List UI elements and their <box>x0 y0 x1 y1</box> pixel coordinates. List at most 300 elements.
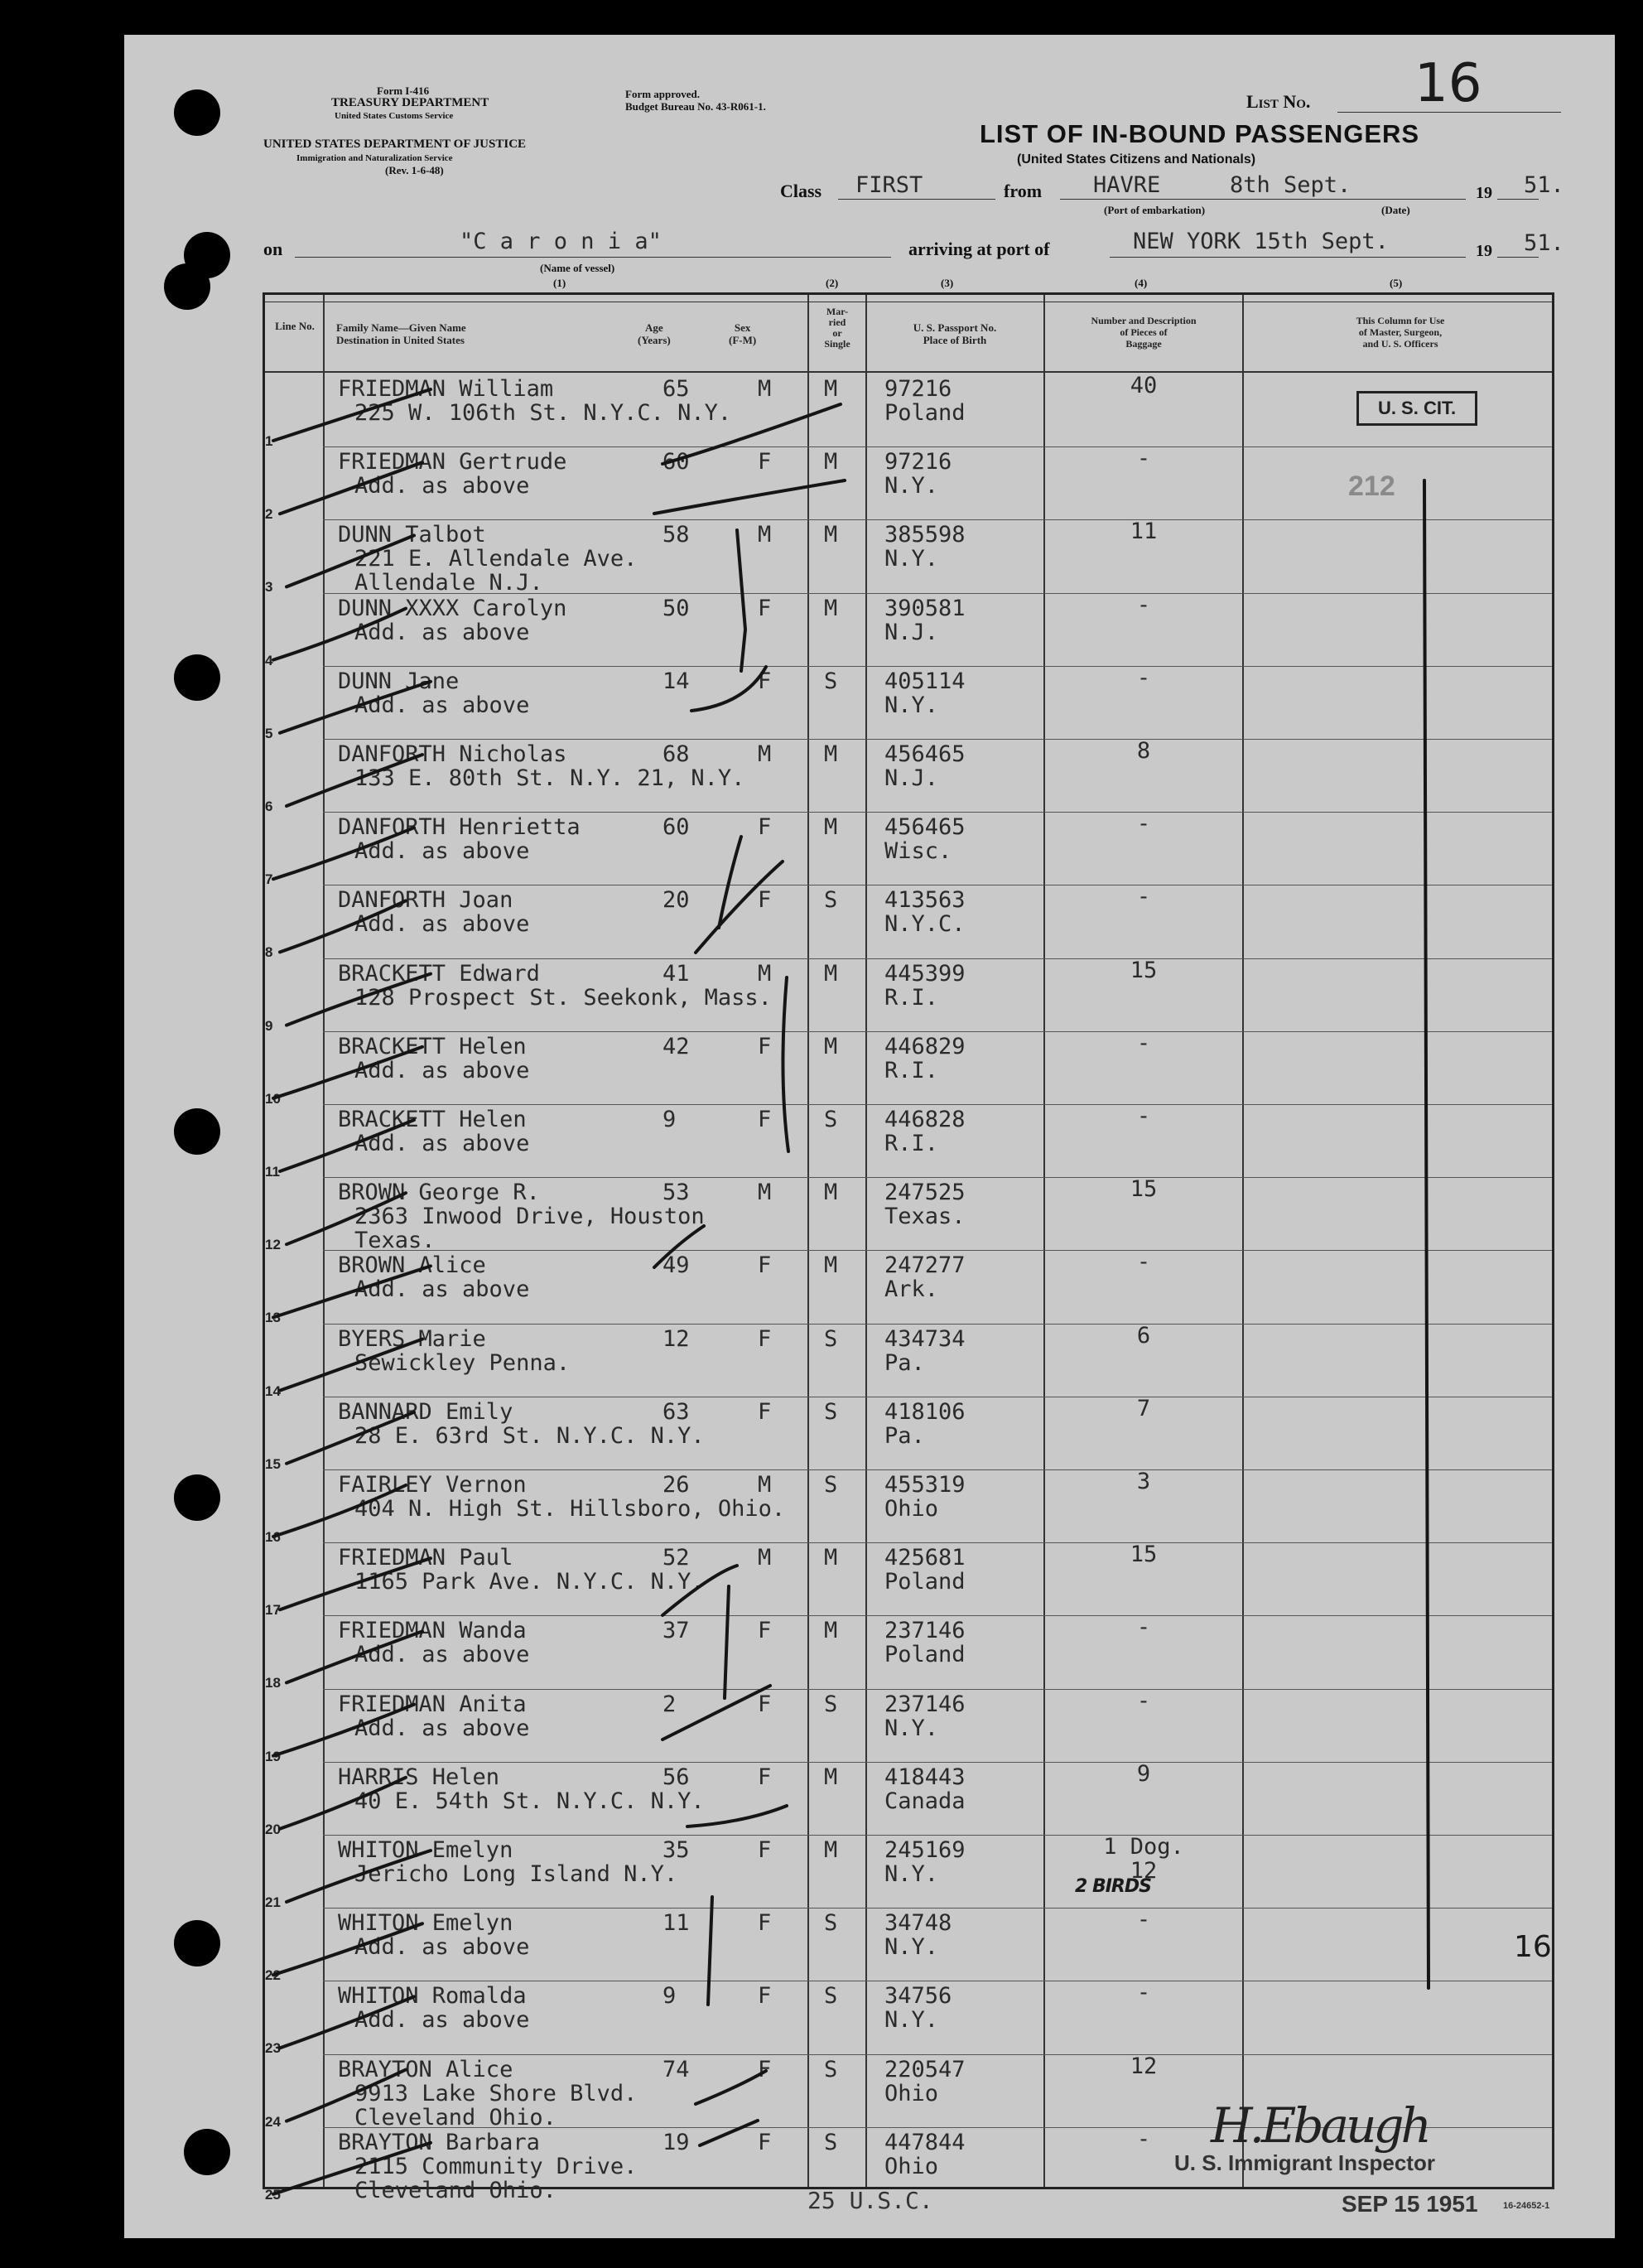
line-number: 9 <box>265 1017 273 1034</box>
baggage: - <box>1136 591 1151 618</box>
destination: Add. as above <box>354 2007 530 2034</box>
baggage: - <box>1136 1687 1151 1714</box>
col-number-2: (2) <box>826 277 839 289</box>
marital-status: S <box>824 1910 838 1937</box>
sex: F <box>758 814 772 841</box>
marital-status: M <box>824 960 838 987</box>
ins-name: Immigration and Naturalization Service <box>296 153 453 163</box>
destination: 40 E. 54th St. N.Y.C. N.Y. <box>354 1788 705 1814</box>
row-divider <box>323 739 1552 740</box>
place-of-birth: N.Y. <box>884 1861 939 1887</box>
place-of-birth: N.Y. <box>884 473 939 499</box>
port-caption: (Port of embarkation) <box>1104 204 1206 216</box>
col-number-5: (5) <box>1390 277 1403 289</box>
passenger-name: WHITON Emelyn <box>338 1837 513 1863</box>
place-of-birth: N.J. <box>884 765 939 791</box>
passenger-name: BRAYTON Barbara <box>338 2129 540 2155</box>
baggage: - <box>1136 884 1151 910</box>
year-prefix: 19 <box>1476 184 1492 202</box>
baggage: 6 <box>1136 1322 1151 1349</box>
age: 56 <box>662 1764 690 1790</box>
baggage: 40 <box>1130 373 1158 398</box>
table-row <box>265 957 1552 1034</box>
row-divider <box>323 1324 1552 1325</box>
page-subtitle: (United States Citizens and Nationals) <box>1017 152 1256 166</box>
revision: (Rev. 1-6-48) <box>385 164 444 176</box>
arrival-port-date: NEW YORK 15th Sept. <box>1133 229 1389 254</box>
destination: 2115 Community Drive. <box>354 2153 638 2179</box>
age: 9 <box>662 1107 677 1132</box>
table-row <box>265 884 1552 961</box>
line-number: 12 <box>265 1237 281 1253</box>
sex: M <box>758 1472 772 1498</box>
line-number: 10 <box>265 1090 281 1107</box>
age: 60 <box>662 814 690 841</box>
line-number: 17 <box>265 1602 281 1619</box>
place-of-birth: Canada <box>884 1788 966 1814</box>
destination: 221 E. Allendale Ave. <box>354 546 638 572</box>
age: 74 <box>662 2056 690 2082</box>
marital-status: S <box>824 1398 838 1425</box>
age: 68 <box>662 741 690 767</box>
age: 20 <box>662 887 690 914</box>
sex: F <box>758 1691 772 1717</box>
marital-status: S <box>824 668 838 694</box>
destination: Add. as above <box>354 838 530 865</box>
age: 26 <box>662 1472 690 1498</box>
line-number: 22 <box>265 1967 281 1984</box>
age: 60 <box>662 449 690 475</box>
marital-status: M <box>824 814 838 841</box>
marital-status: M <box>824 1545 838 1571</box>
destination: 1165 Park Ave. N.Y.C. N.Y. <box>354 1569 705 1595</box>
table-row <box>265 1030 1552 1107</box>
passport-number: 447844 <box>884 2129 966 2155</box>
baggage: 15 <box>1130 1542 1158 1568</box>
passport-number: 418443 <box>884 1764 966 1790</box>
marital-status: S <box>824 1691 838 1717</box>
passenger-name: FRIEDMAN William <box>338 376 554 402</box>
sex: F <box>758 1107 772 1132</box>
punch-hole <box>174 89 220 136</box>
age: 63 <box>662 1398 690 1425</box>
passport-number: 413563 <box>884 887 966 914</box>
marital-status: S <box>824 887 838 914</box>
baggage: 9 <box>1136 1760 1151 1787</box>
on-label: on <box>263 239 283 259</box>
destination: Add. as above <box>354 619 530 645</box>
passenger-name: DANFORTH Henrietta <box>338 814 581 841</box>
passport-number: 97216 <box>884 376 952 402</box>
baggage: 11 <box>1130 519 1158 545</box>
place-of-birth: N.Y. <box>884 2007 939 2034</box>
place-of-birth: Ohio <box>884 1496 939 1522</box>
passenger-name: FRIEDMAN Wanda <box>338 1618 527 1644</box>
passport-number: 418106 <box>884 1398 966 1425</box>
place-of-birth: Wisc. <box>884 838 952 865</box>
print-code: 16-24652-1 <box>1503 2201 1550 2211</box>
table-row <box>265 1835 1552 1908</box>
col-header-passport: U. S. Passport No. Place of Birth <box>913 321 997 346</box>
place-of-birth: Pa. <box>884 1422 925 1449</box>
passport-number: 237146 <box>884 1618 966 1644</box>
destination: Add. as above <box>354 692 530 718</box>
baggage: 12 <box>1130 2053 1158 2079</box>
destination: Add. as above <box>354 1276 530 1303</box>
place-of-birth: Pa. <box>884 1349 925 1376</box>
destination: Add. as above <box>354 1642 530 1668</box>
baggage: 3 <box>1136 1469 1151 1494</box>
table-row <box>265 1542 1552 1619</box>
sex: M <box>758 522 772 548</box>
line-number: 25 <box>265 2186 281 2203</box>
baggage: 8 <box>1136 738 1151 764</box>
punch-hole <box>174 1108 220 1155</box>
table-row <box>265 1324 1552 1397</box>
passenger-name: FRIEDMAN Anita <box>338 1691 527 1717</box>
col-header-baggage: Number and Description of Pieces of Baggage <box>1091 315 1197 350</box>
sex: F <box>758 1252 772 1279</box>
destination-line2: Texas. <box>354 1228 436 1254</box>
form-approved: Form approved. <box>625 88 701 100</box>
passenger-name: WHITON Romalda <box>338 1983 527 2010</box>
row-divider <box>323 2054 1552 2055</box>
passport-number: 456465 <box>884 814 966 841</box>
form-number: Form I-416 <box>377 84 430 97</box>
table-row <box>265 519 1552 596</box>
row-divider <box>323 1762 1552 1763</box>
department-of-justice: UNITED STATES DEPARTMENT OF JUSTICE <box>263 138 527 151</box>
line-number: 24 <box>265 2113 281 2130</box>
line-number: 19 <box>265 1748 281 1764</box>
passport-number: 34748 <box>884 1910 952 1937</box>
passport-number: 245169 <box>884 1837 966 1863</box>
row-divider <box>323 1835 1552 1836</box>
table-row <box>265 593 1552 666</box>
passenger-name: DUNN Jane <box>338 668 460 694</box>
list-no-label: List No. <box>1246 91 1311 112</box>
table-row <box>265 1907 1552 1984</box>
marital-status: M <box>824 1618 838 1644</box>
sex: F <box>758 1910 772 1937</box>
passport-number: 446829 <box>884 1033 966 1059</box>
destination: 2363 Inwood Drive, Houston <box>354 1204 705 1230</box>
table-row <box>265 811 1552 888</box>
sex: M <box>758 376 772 402</box>
col-header-name: Family Name—Given Name Destination in United States <box>336 321 466 346</box>
age: 53 <box>662 1180 690 1206</box>
marital-status: M <box>824 595 838 621</box>
marital-status: S <box>824 2056 838 2082</box>
passenger-name: BRACKETT Edward <box>338 960 540 987</box>
customs-service: United States Customs Service <box>335 111 454 121</box>
age: 42 <box>662 1033 690 1059</box>
marital-status: M <box>824 1252 838 1279</box>
baggage: - <box>1136 1103 1151 1129</box>
marital-status: M <box>824 376 838 402</box>
row-divider <box>323 666 1552 667</box>
age: 37 <box>662 1618 690 1644</box>
destination-line2: Cleveland Ohio. <box>354 2104 556 2130</box>
date-stamp: SEP 15 1951 <box>1342 2191 1478 2217</box>
col-header-married: Mar- ried or Single <box>824 306 850 350</box>
destination-line2: Allendale N.J. <box>354 570 543 596</box>
passenger-name: FRIEDMAN Paul <box>338 1545 513 1571</box>
table-row <box>265 739 1552 812</box>
line-number: 20 <box>265 1821 281 1837</box>
line-number: 21 <box>265 1894 281 1910</box>
col-number-4: (4) <box>1135 277 1148 289</box>
arriving-label: arriving at port of <box>908 239 1050 259</box>
sex: F <box>758 2056 772 2082</box>
baggage: - <box>1136 1249 1151 1276</box>
sex: F <box>758 1398 772 1425</box>
passport-number: 247525 <box>884 1180 966 1206</box>
sex: F <box>758 1033 772 1059</box>
destination: Add. as above <box>354 1715 530 1741</box>
arrival-year: 51. <box>1524 230 1564 256</box>
destination: Add. as above <box>354 473 530 499</box>
marital-status: M <box>824 1764 838 1790</box>
age: 52 <box>662 1545 690 1571</box>
age: 19 <box>662 2129 690 2155</box>
marital-status: S <box>824 2129 838 2155</box>
vessel-caption: (Name of vessel) <box>540 262 615 274</box>
punch-hole <box>174 654 220 701</box>
passport-number: 446828 <box>884 1107 966 1132</box>
age: 14 <box>662 668 690 694</box>
baggage: - <box>1136 811 1151 837</box>
table-row <box>265 1689 1552 1762</box>
destination: 9913 Lake Shore Blvd. <box>354 2080 638 2106</box>
place-of-birth: Ohio <box>884 2153 939 2179</box>
passport-number: 434734 <box>884 1325 966 1352</box>
baggage: - <box>1136 664 1151 691</box>
place-of-birth: Poland <box>884 1569 966 1595</box>
baggage: 15 <box>1130 1176 1158 1203</box>
place-of-birth: Poland <box>884 1642 966 1668</box>
passenger-name: DANFORTH Joan <box>338 887 513 914</box>
passport-number: 405114 <box>884 668 966 694</box>
place-of-birth: N.J. <box>884 619 939 645</box>
marital-status: M <box>824 1033 838 1059</box>
row-divider <box>323 1542 1552 1543</box>
line-number: 8 <box>265 944 273 961</box>
baggage: 15 <box>1130 957 1158 983</box>
baggage: - <box>1136 446 1151 472</box>
age: 65 <box>662 376 690 402</box>
marital-status: M <box>824 522 838 548</box>
place-of-birth: Ohio <box>884 2080 939 2106</box>
baggage: - <box>1136 1614 1151 1641</box>
page-title: LIST OF IN-BOUND PASSENGERS <box>980 119 1420 148</box>
col-header-age: Age (Years) <box>638 321 671 346</box>
marital-status: M <box>824 741 838 767</box>
budget-bureau: Budget Bureau No. 43-R061-1. <box>625 100 766 113</box>
sex: F <box>758 1325 772 1352</box>
us-citizen-stamp: U. S. CIT. <box>1356 391 1477 426</box>
row-divider <box>323 812 1552 813</box>
sex: F <box>758 449 772 475</box>
age: 2 <box>662 1691 677 1717</box>
age: 58 <box>662 522 690 548</box>
passport-number: 34756 <box>884 1983 952 2010</box>
inspector-signature: H.Ebaugh <box>1211 2097 1429 2154</box>
line-number: 5 <box>265 725 273 741</box>
sex: M <box>758 741 772 767</box>
destination: Add. as above <box>354 1057 530 1083</box>
col-header-line: Line No. <box>275 320 315 332</box>
row-divider <box>323 1689 1552 1690</box>
passport-number: 445399 <box>884 960 966 987</box>
place-of-birth: N.Y. <box>884 546 939 572</box>
marital-status: S <box>824 1983 838 2010</box>
date-caption: (Date) <box>1381 204 1410 216</box>
baggage: 7 <box>1136 1395 1151 1421</box>
line-number: 3 <box>265 579 273 596</box>
destination: Jericho Long Island N.Y. <box>354 1861 678 1887</box>
table-row <box>265 1103 1552 1180</box>
passenger-name: FRIEDMAN Gertrude <box>338 449 567 475</box>
row-divider <box>323 1615 1552 1616</box>
place-of-birth: N.Y. <box>884 1934 939 1961</box>
destination: 404 N. High St. Hillsboro, Ohio. <box>354 1496 786 1522</box>
passenger-name: DUNN Talbot <box>338 522 486 548</box>
destination: Add. as above <box>354 1131 530 1156</box>
passport-number: 385598 <box>884 522 966 548</box>
table-row <box>265 1614 1552 1691</box>
passenger-name: BRACKETT Helen <box>338 1033 527 1059</box>
marital-status: S <box>824 1325 838 1352</box>
sex: M <box>758 960 772 987</box>
col-header-officers: This Column for Use of Master, Surgeon, and U. S. Officers <box>1356 315 1445 350</box>
destination-line2: Cleveland Ohio. <box>354 2177 556 2203</box>
passenger-name: BANNARD Emily <box>338 1398 513 1425</box>
age: 12 <box>662 1325 690 1352</box>
place-of-birth: Poland <box>884 400 966 426</box>
line-number: 2 <box>265 506 273 523</box>
embarkation-port: HAVRE <box>1093 172 1161 198</box>
number-212: 212 <box>1348 470 1395 502</box>
class-value: FIRST <box>855 172 923 198</box>
row-divider <box>323 1469 1552 1470</box>
destination: Add. as above <box>354 911 530 938</box>
destination: 128 Prospect St. Seekonk, Mass. <box>354 984 772 1011</box>
table-row <box>265 666 1552 739</box>
destination: Add. as above <box>354 1934 530 1961</box>
year-value: 51. <box>1524 172 1564 198</box>
line-number: 14 <box>265 1383 281 1399</box>
baggage: - <box>1136 1980 1151 2006</box>
sex: F <box>758 668 772 694</box>
destination: 225 W. 106th St. N.Y.C. N.Y. <box>354 400 732 426</box>
age: 35 <box>662 1837 690 1863</box>
sex: F <box>758 595 772 621</box>
inspector-title: U. S. Immigrant Inspector <box>1174 2150 1435 2175</box>
table-row <box>265 1762 1552 1835</box>
passenger-name: BROWN Alice <box>338 1252 486 1279</box>
baggage: - <box>1136 2126 1151 2152</box>
passenger-name: BROWN George R. <box>338 1180 540 1206</box>
line-number: 18 <box>265 1675 281 1691</box>
row-divider <box>323 519 1552 520</box>
line-number: 15 <box>265 1455 281 1472</box>
baggage: - <box>1136 1030 1151 1056</box>
passport-number: 237146 <box>884 1691 966 1717</box>
punch-hole <box>174 1920 220 1966</box>
destination: 28 E. 63rd St. N.Y.C. N.Y. <box>354 1422 705 1449</box>
marital-status: M <box>824 449 838 475</box>
row-divider <box>323 1031 1552 1032</box>
sex: F <box>758 1837 772 1863</box>
place-of-birth: R.I. <box>884 984 939 1011</box>
baggage: 1 Dog. 12 <box>1103 1834 1184 1884</box>
vessel-name: "C a r o n i a" <box>460 229 662 254</box>
line-number: 16 <box>265 1529 281 1545</box>
passport-number: 247277 <box>884 1252 966 1279</box>
sex: F <box>758 887 772 914</box>
line-number: 11 <box>265 1164 280 1180</box>
table-row <box>265 1395 1552 1472</box>
destination: Sewickley Penna. <box>354 1349 571 1376</box>
place-of-birth: N.Y.C. <box>884 911 966 938</box>
year-prefix-2: 19 <box>1476 242 1492 260</box>
table-row <box>265 1469 1552 1545</box>
sex: F <box>758 1983 772 2010</box>
row-divider <box>323 1177 1552 1178</box>
table-row <box>265 1176 1552 1254</box>
passenger-name: HARRIS Helen <box>338 1764 500 1790</box>
passport-number: 456465 <box>884 741 966 767</box>
line-number: 7 <box>265 871 273 888</box>
sex: M <box>758 1545 772 1571</box>
class-label: Class <box>780 181 822 201</box>
row-divider <box>323 446 1552 447</box>
row-divider <box>323 593 1552 594</box>
line-number: 4 <box>265 652 273 668</box>
col-number-3: (3) <box>941 277 954 289</box>
passport-number: 97216 <box>884 449 952 475</box>
line-number: 23 <box>265 2040 281 2057</box>
passenger-name: BRACKETT Helen <box>338 1107 527 1132</box>
passenger-name: BRAYTON Alice <box>338 2056 513 2082</box>
treasury-department: TREASURY DEPARTMENT <box>331 96 489 109</box>
place-of-birth: N.Y. <box>884 692 939 718</box>
passport-number: 220547 <box>884 2056 966 2082</box>
col-number-1: (1) <box>553 277 566 289</box>
sex: F <box>758 1764 772 1790</box>
marital-status: M <box>824 1180 838 1206</box>
age: 41 <box>662 960 690 987</box>
punch-hole <box>164 263 210 310</box>
sex: F <box>758 2129 772 2155</box>
col-header-sex: Sex (F-M) <box>729 321 757 346</box>
passport-number: 425681 <box>884 1545 966 1571</box>
passenger-name: WHITON Emelyn <box>338 1910 513 1937</box>
age: 9 <box>662 1983 677 2010</box>
place-of-birth: R.I. <box>884 1057 939 1083</box>
age: 49 <box>662 1252 690 1279</box>
marital-status: S <box>824 1472 838 1498</box>
sex: F <box>758 1618 772 1644</box>
baggage: - <box>1136 1907 1151 1933</box>
table-row <box>265 1249 1552 1326</box>
row-divider <box>323 1104 1552 1105</box>
place-of-birth: Texas. <box>884 1204 966 1230</box>
row-divider <box>323 958 1552 959</box>
marital-status: M <box>824 1837 838 1863</box>
passenger-name: BYERS Marie <box>338 1325 486 1352</box>
